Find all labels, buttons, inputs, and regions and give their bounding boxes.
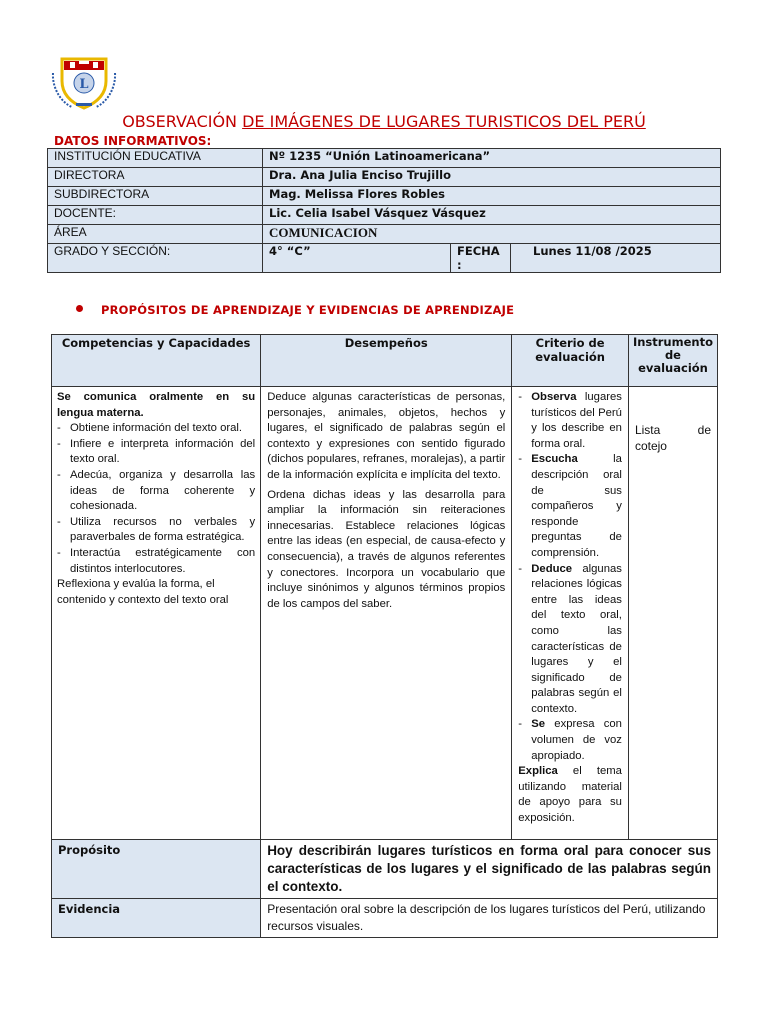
list-item: - Utiliza recursos no verbales y paraverbales de forma estratégica.	[57, 515, 255, 546]
evidencia-label: Evidencia	[52, 899, 261, 938]
area-label: ÁREA	[48, 225, 263, 244]
info-row-docente	[48, 206, 721, 225]
docente-value: Lic. Celia Isabel Vásquez Vásquez	[263, 206, 721, 225]
directora-label: DIRECTORA	[48, 168, 263, 187]
info-row-institucion	[48, 149, 721, 168]
info-row-area	[48, 225, 721, 244]
learning-table	[51, 334, 718, 938]
section-heading	[76, 303, 514, 317]
institucion-value: Nº 1235 “Unión Latinoamericana”	[263, 149, 721, 168]
evidencia-row	[52, 899, 718, 938]
list-item: - Observa lugares turísticos del Perú y los describe en forma oral.	[518, 390, 622, 452]
info-row-subdirectora	[48, 187, 721, 206]
capacidades-list	[57, 421, 255, 577]
header-criterio: Criterio de evaluación	[512, 335, 629, 387]
svg-text:L: L	[79, 77, 89, 92]
list-item: - Deduce algunas relaciones lógicas entre las ideas del texto oral, como las características de lugares y el significado de palabras según el contexto.	[518, 562, 622, 718]
grado-label: GRADO Y SECCIÓN:	[48, 244, 263, 273]
info-row-grado	[48, 244, 721, 273]
proposito-text: Hoy describirán lugares turísticos en forma oral para conocer sus características de los lugares y el significado de las palabras según el contexto.	[261, 840, 718, 899]
capacidad-final: Reflexiona y evalúa la forma, el contenido y contexto del texto oral	[57, 578, 229, 606]
section-heading-text: PROPÓSITOS DE APRENDIZAJE Y EVIDENCIAS DE APRENDIZAJE	[101, 303, 515, 317]
subdirectora-value: Mag. Melissa Flores Robles	[263, 187, 721, 206]
table-header-row	[52, 335, 718, 387]
fecha-value: Lunes 11/08 /2025	[511, 244, 721, 273]
page-title: OBSERVACIÓN DE IMÁGENES DE LUGARES TURISTICOS DEL PERÚ	[122, 112, 646, 131]
school-crest-logo	[50, 55, 118, 111]
area-value: COMUNICACION	[263, 225, 721, 244]
desempeno-1: Deduce algunas características de personas, personajes, animales, objetos, hechos y lugares, el significado de palabras según el contexto y expresiones con sentido figurado (dichos populares, refranes, moralejas), a partir de la información explícita e implícita del texto.	[267, 391, 506, 481]
directora-value: Dra. Ana Julia Enciso Trujillo	[263, 168, 721, 187]
list-item: - Escucha la descripción oral de sus compañeros y responde preguntas de comprensión.	[518, 452, 622, 561]
header-desempenos: Desempeños	[261, 335, 512, 387]
list-item: - Obtiene información del texto oral.	[57, 421, 255, 437]
criterios-list	[518, 390, 622, 764]
info-table	[47, 148, 721, 273]
list-item: - Se expresa con volumen de voz apropiado.	[518, 717, 622, 764]
proposito-label: Propósito	[52, 840, 261, 899]
criterios-cell	[512, 387, 629, 840]
list-item: - Infiere e interpreta información del texto oral.	[57, 437, 255, 468]
list-item: - Adecúa, organiza y desarrolla las ideas de forma coherente y cohesionada.	[57, 468, 255, 515]
instrumento-cell: Lista de cotejo	[628, 387, 717, 840]
criterio-final: Explica el tema utilizando material de apoyo para su exposición.	[518, 765, 622, 825]
grado-value: 4° “C”	[263, 244, 451, 273]
fecha-label: FECHA :	[451, 244, 511, 273]
evidencia-text: Presentación oral sobre la descripción de los lugares turísticos del Perú, utilizando recursos visuales.	[261, 899, 718, 938]
competencias-cell	[52, 387, 261, 840]
list-item: - Interactúa estratégicamente con distintos interlocutores.	[57, 546, 255, 577]
header-competencias: Competencias y Capacidades	[52, 335, 261, 387]
header-instrumento: Instrumento de evaluación	[628, 335, 717, 387]
docente-label: DOCENTE:	[48, 206, 263, 225]
bullet-icon	[76, 305, 83, 312]
desempenos-cell	[261, 387, 512, 840]
institucion-label: INSTITUCIÓN EDUCATIVA	[48, 149, 263, 168]
datos-informativos-heading: DATOS INFORMATIVOS:	[54, 134, 212, 148]
subdirectora-label: SUBDIRECTORA	[48, 187, 263, 206]
table-body-row	[52, 387, 718, 840]
proposito-row	[52, 840, 718, 899]
info-row-directora	[48, 168, 721, 187]
desempeno-2: Ordena dichas ideas y las desarrolla para ampliar la información sin reiteraciones innecesarias. Establece relaciones lógicas entre las ideas (en especial, de causa-efecto y consecuencia), a través de algunos referentes y conectores. Incorpora un vocabulario que incluye sinónimos y algunos términos propios de los campos del saber.	[267, 488, 506, 610]
competencia-title: Se comunica oralmente en su lengua materna.	[57, 391, 256, 419]
